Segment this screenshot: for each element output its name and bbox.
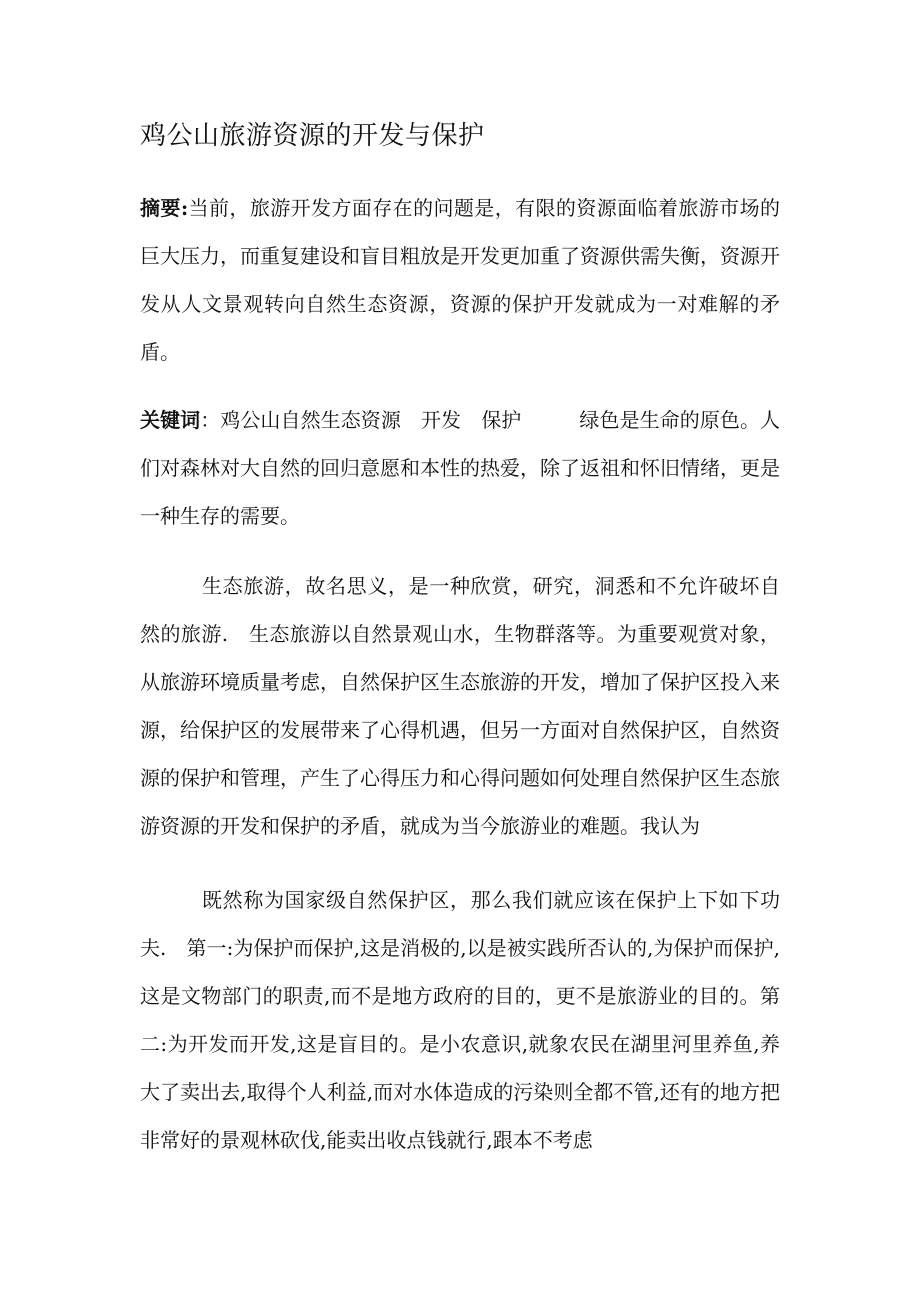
keywords-label: 关键词 <box>140 408 201 432</box>
body-paragraph-2: 既然称为国家级自然保护区，那么我们就应该在保护上下如下功夫. 第一:为保护而保护,这是消极的,以是被实践所否认的,为保护而保护,这是文物部门的职责,而不是地方政府的目的，更不是旅游业的目的。第二:为开发而开发,这是盲目的。是小农意识,就象农民在湖里河里养鱼,养大了卖出去,取得个人利益,而对水体造成的污染则全都不管,还有的地方把非常好的景观林砍伐,能卖出收点钱就行,跟本不考虑 <box>140 888 780 1152</box>
keywords-paragraph <box>140 396 780 540</box>
body-paragraph-1: 生态旅游，故名思义，是一种欣赏，研究，洞悉和不允许破坏自然的旅游. 生态旅游以自然景观山水，生物群落等。为重要观赏对象，从旅游环境质量考虑，自然保护区生态旅游的开发，增加了保护区投入来源，给保护区的发展带来了心得机遇，但另一方面对自然保护区，自然资源的保护和管理，产生了心得压力和心得问题如何处理自然保护区生态旅游资源的开发和保护的矛盾，就成为当今旅游业的难题。我认为 <box>140 574 780 838</box>
abstract-label: 摘要: <box>140 196 189 220</box>
keywords-colon: ： <box>200 408 221 432</box>
abstract-paragraph <box>140 184 780 376</box>
keyword-item: 鸡公山自然生态资源 <box>220 408 401 432</box>
keyword-item: 保护 <box>481 408 522 432</box>
document-title: 鸡公山旅游资源的开发与保护 <box>140 121 485 151</box>
keyword-item: 开发 <box>420 408 462 432</box>
abstract-text: 当前，旅游开发方面存在的问题是，有限的资源面临着旅游市场的巨大压力，而重复建设和盲目粗放是开发更加重了资源供需失衡，资源开发从人文景观转向自然生态资源，资源的保护开发就成为一对难解的矛盾。 <box>140 196 780 364</box>
keywords-trailing-text: 绿色是生命的原色。人们对森林对大自然的回归意愿和本性的热爱，除了返祖和怀旧情绪，更是一种生存的需要。 <box>140 408 781 528</box>
